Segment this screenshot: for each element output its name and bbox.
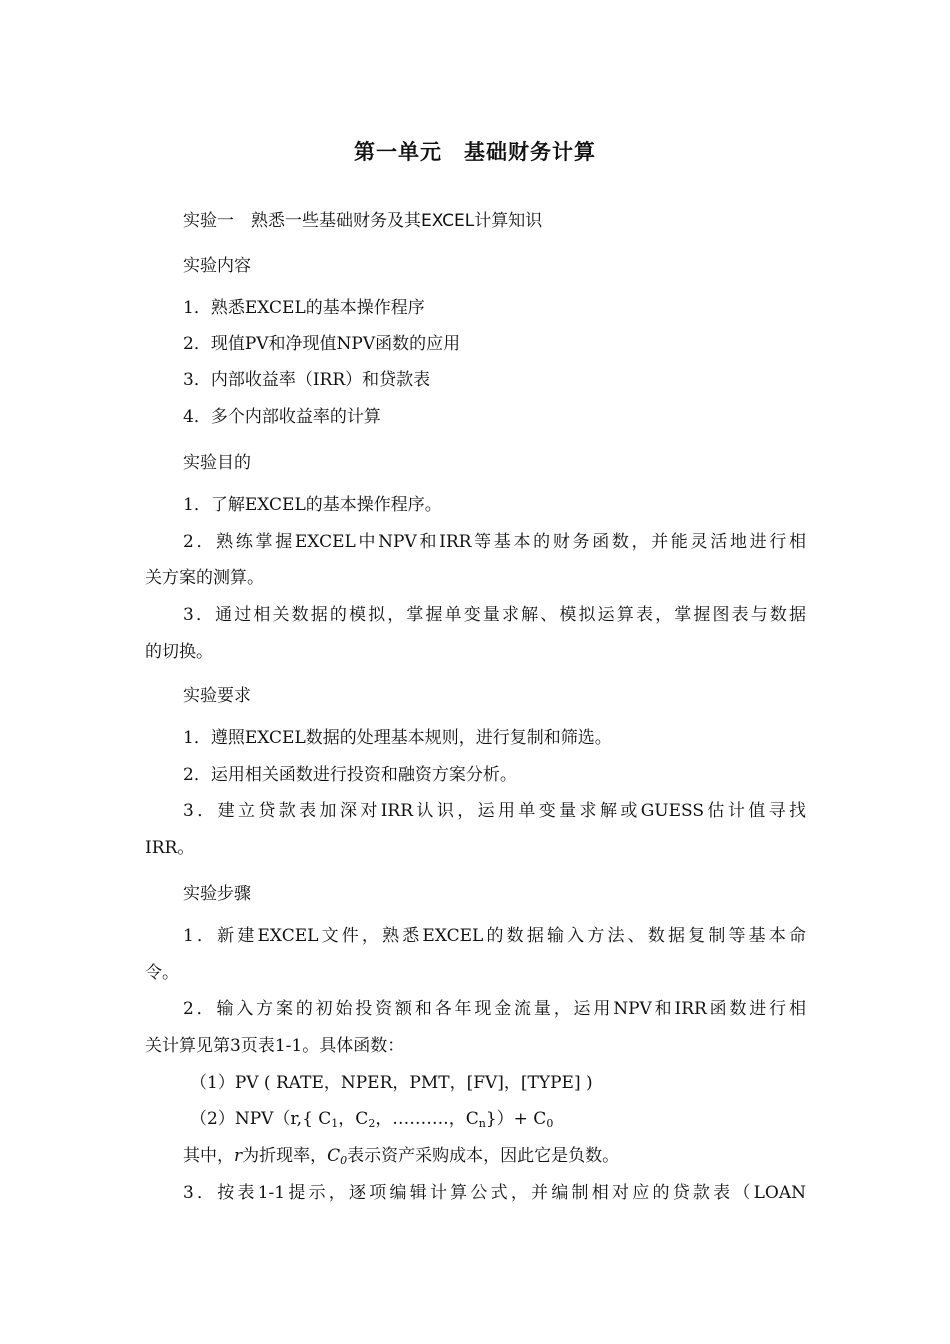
note-post: 表示资产采购成本，因此它是负数。 [347, 1146, 620, 1166]
steps-item-3-line1: 3．按表1-1提示，逐项编辑计算公式，并编制相对应的贷款表（LOAN [183, 1183, 806, 1203]
purpose-item-3-line1: 3．通过相关数据的模拟，掌握单变量求解、模拟运算表，掌握图表与数据 [183, 605, 806, 625]
content-heading: 实验内容 [183, 256, 251, 276]
steps-item-2-line2: 关计算见第3页表1-1。具体函数： [145, 1036, 405, 1056]
purpose-item-1: 1．了解EXCEL的基本操作程序。 [183, 495, 442, 515]
content-item-3: 3．内部收益率（IRR）和贷款表 [183, 370, 431, 390]
steps-item-1-line1: 1．新建EXCEL文件，熟悉EXCEL的数据输入方法、数据复制等基本命 [183, 926, 806, 946]
formula-note [183, 1144, 619, 1168]
formula-npv-sub-1: 1 [331, 1117, 339, 1130]
purpose-item-2-line1: 2．熟练掌握EXCEL中NPV和IRR等基本的财务函数，并能灵活地进行相 [183, 532, 806, 552]
steps-heading: 实验步骤 [183, 884, 251, 904]
note-r-symbol: r [234, 1146, 243, 1166]
content-item-4: 4．多个内部收益率的计算 [183, 407, 381, 427]
purpose-item-3-line2: 的切换。 [145, 642, 213, 662]
formula-npv-mid: ，……….，C [375, 1109, 479, 1129]
note-c-symbol: C [327, 1146, 341, 1166]
requirements-item-3-line1: 3．建立贷款表加深对IRR认识，运用单变量求解或GUESS估计值寻找 [183, 801, 806, 821]
note-mid: 为折现率， [242, 1146, 328, 1166]
requirements-item-2: 2．运用相关函数进行投资和融资方案分析。 [183, 765, 517, 785]
page-title: 第一单元 基础财务计算 [354, 140, 596, 164]
formula-pv: （1）PV ( RATE，NPER，PMT，[FV]，[TYPE] ) [190, 1073, 593, 1093]
note-pre: 其中， [183, 1146, 234, 1166]
experiment-title: 实验一 熟悉一些基础财务及其EXCEL计算知识 [183, 211, 543, 231]
steps-item-2-line1: 2．输入方案的初始投资额和各年现金流量，运用NPV和IRR函数进行相 [183, 999, 806, 1019]
purpose-heading: 实验目的 [183, 453, 251, 473]
note-c-sub-text: 0 [340, 1154, 348, 1167]
requirements-item-3-line2: IRR。 [145, 838, 195, 858]
purpose-item-2-line2: 关方案的测算。 [145, 568, 264, 588]
steps-item-1-line2: 令。 [145, 963, 179, 983]
content-item-2: 2．现值PV和净现值NPV函数的应用 [183, 334, 461, 354]
requirements-heading: 实验要求 [183, 686, 251, 706]
formula-npv-prefix: （2）NPV（r,{ C [190, 1109, 332, 1129]
content-item-1: 1．熟悉EXCEL的基本操作程序 [183, 298, 425, 318]
formula-npv-sub-0: 0 [546, 1117, 554, 1130]
formula-npv-sub-n: n [478, 1117, 486, 1130]
formula-npv [190, 1107, 553, 1131]
formula-npv-sep: ，C [338, 1109, 369, 1129]
requirements-item-1: 1．遵照EXCEL数据的处理基本规则，进行复制和筛选。 [183, 728, 612, 748]
formula-npv-close: }）+ C [485, 1109, 547, 1129]
formula-npv-sub-2: 2 [368, 1117, 376, 1130]
